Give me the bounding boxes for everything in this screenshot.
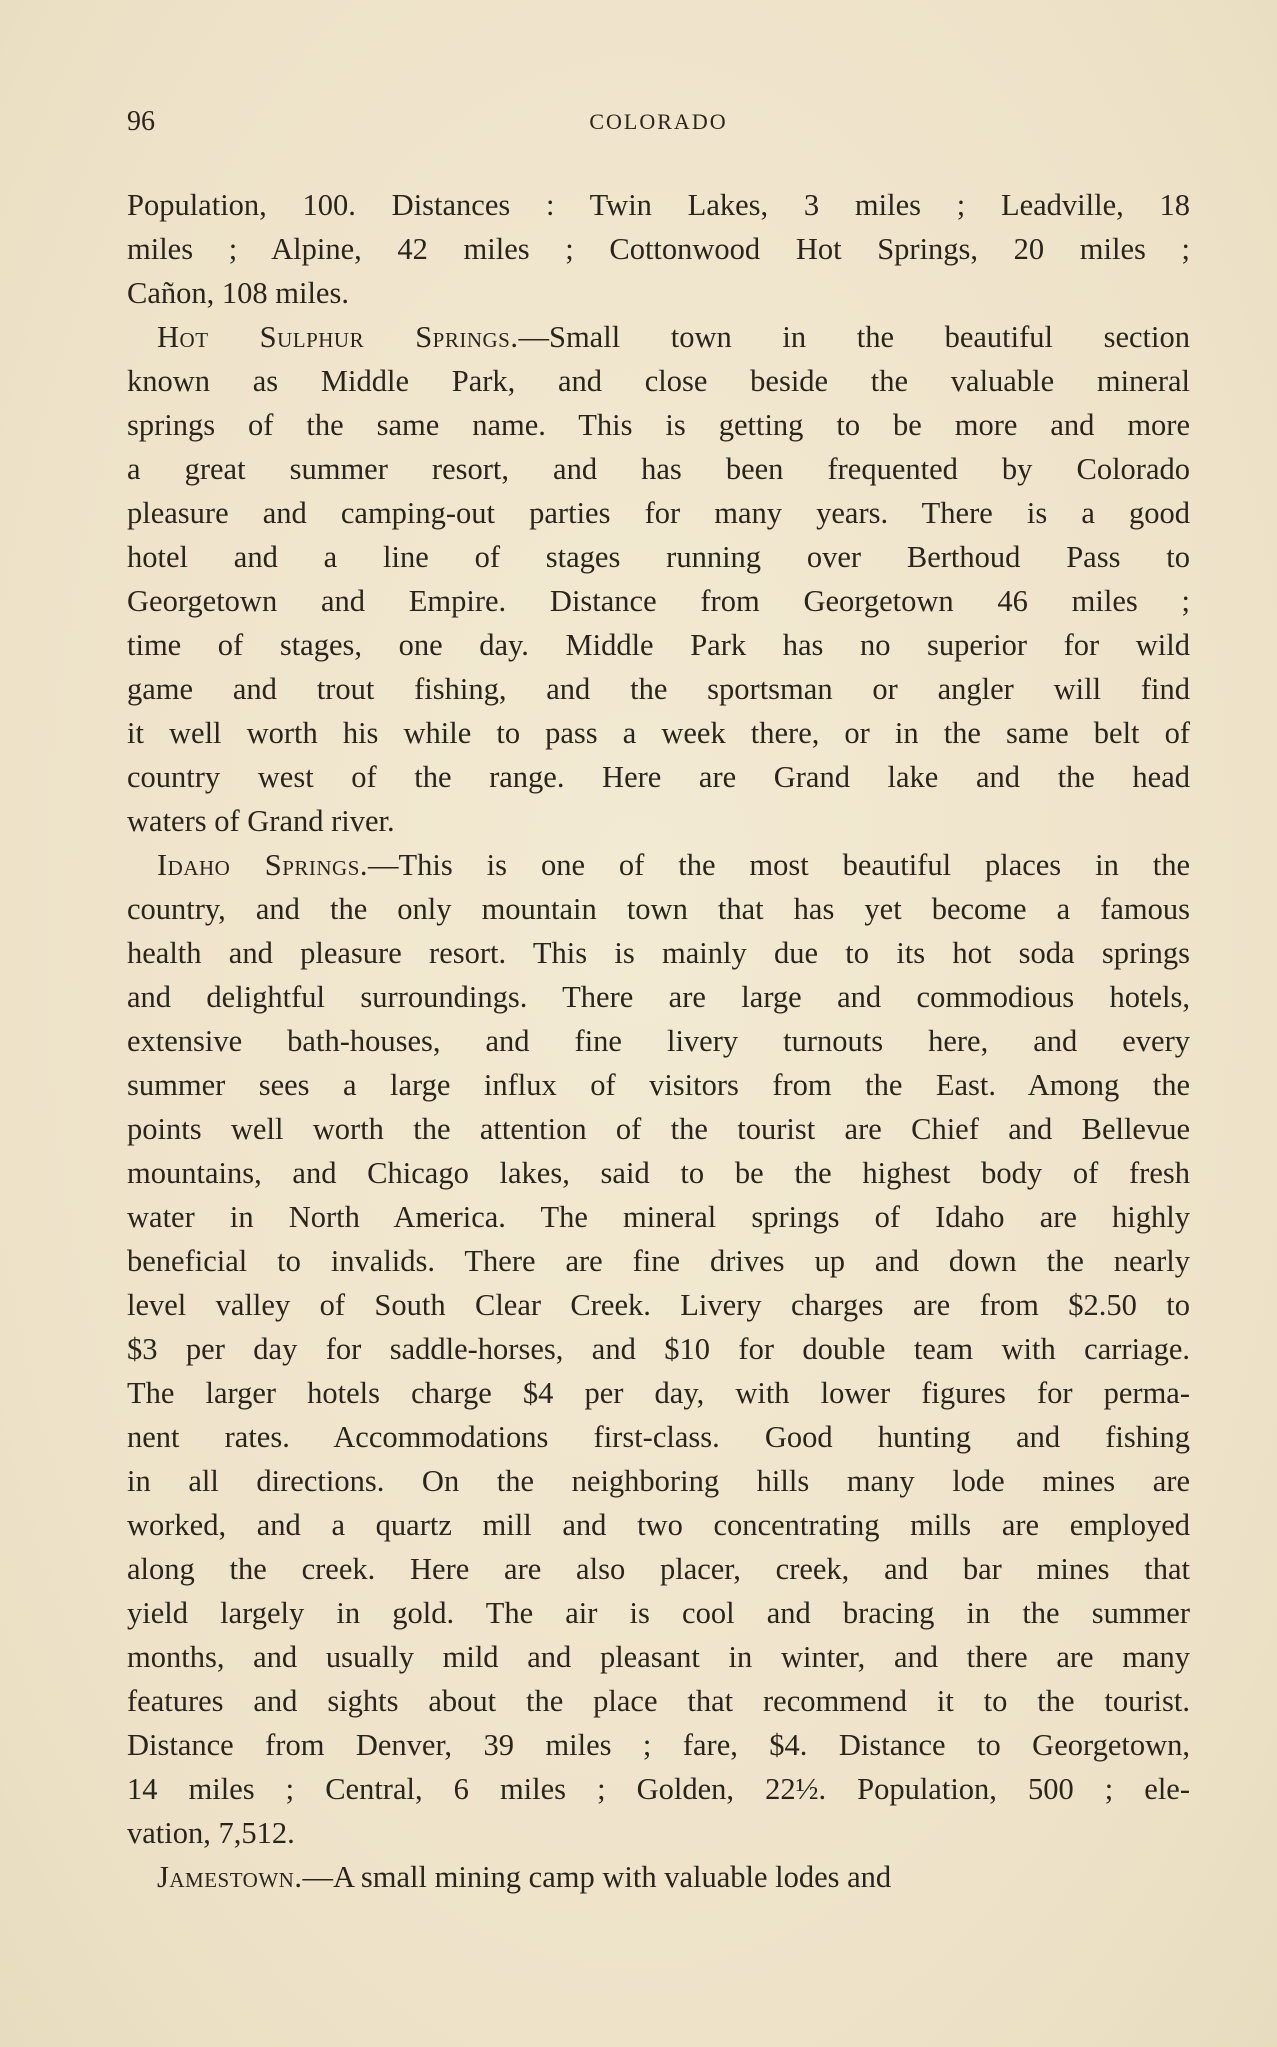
line-text: Georgetown and Empire. Distance from Georgetown 46 miles ;	[127, 584, 1190, 618]
text-line	[127, 1195, 1190, 1239]
text-line	[127, 271, 1190, 315]
text-line	[127, 1679, 1190, 1723]
text-line	[127, 755, 1190, 799]
section-heading: Jamestown.	[157, 1860, 303, 1894]
line-text: features and sights about the place that recommend it to the tourist.	[127, 1684, 1190, 1718]
text-line	[127, 1019, 1190, 1063]
text-line	[127, 1371, 1190, 1415]
text-line	[127, 1063, 1190, 1107]
text-line	[127, 1151, 1190, 1195]
text-line	[127, 1107, 1190, 1151]
text-line	[127, 315, 1190, 359]
line-text: Distance from Denver, 39 miles ; fare, $4. Distance to Georgetown,	[127, 1728, 1190, 1762]
text-line	[127, 1855, 1190, 1899]
text-line	[127, 1327, 1190, 1371]
line-text: Cañon, 108 miles.	[127, 276, 349, 310]
text-line	[127, 535, 1190, 579]
line-text: it well worth his while to pass a week there, or in the same belt of	[127, 716, 1190, 750]
text-line	[127, 711, 1190, 755]
section-heading: Idaho Springs.	[157, 848, 369, 882]
text-line	[127, 1635, 1190, 1679]
line-text: worked, and a quartz mill and two concentrating mills are employed	[127, 1508, 1190, 1542]
text-line	[127, 1239, 1190, 1283]
line-text: yield largely in gold. The air is cool and bracing in the summer	[127, 1596, 1190, 1630]
text-line	[127, 623, 1190, 667]
line-text: mountains, and Chicago lakes, said to be the highest body of fresh	[127, 1156, 1190, 1190]
line-text: Population, 100. Distances : Twin Lakes, 3 miles ; Leadville, 18	[127, 188, 1190, 222]
line-text: The larger hotels charge $4 per day, with lower figures for perma-	[127, 1376, 1190, 1410]
page-number: 96	[127, 106, 155, 137]
line-text: summer sees a large influx of visitors from the East. Among the	[127, 1068, 1190, 1102]
text-line	[127, 1415, 1190, 1459]
text-line	[127, 227, 1190, 271]
line-text: points well worth the attention of the tourist are Chief and Bellevue	[127, 1112, 1190, 1146]
text-line	[127, 1283, 1190, 1327]
text-line	[127, 447, 1190, 491]
line-text: vation, 7,512.	[127, 1816, 295, 1850]
line-text: country, and the only mountain town that has yet become a famous	[127, 892, 1190, 926]
line-text: and delightful surroundings. There are large and commodious hotels,	[127, 980, 1190, 1014]
text-line	[127, 931, 1190, 975]
line-text: known as Middle Park, and close beside the valuable mineral	[127, 364, 1190, 398]
line-text: extensive bath-houses, and fine livery turnouts here, and every	[127, 1024, 1190, 1058]
text-line	[127, 1723, 1190, 1767]
line-text: hotel and a line of stages running over Berthoud Pass to	[127, 540, 1190, 574]
text-line	[127, 183, 1190, 227]
text-line	[127, 579, 1190, 623]
text-line	[127, 1547, 1190, 1591]
line-text: country west of the range. Here are Grand lake and the head	[127, 760, 1190, 794]
text-line	[127, 1811, 1190, 1855]
text-line	[127, 843, 1190, 887]
body-text	[127, 183, 1190, 1899]
line-text: level valley of South Clear Creek. Livery charges are from $2.50 to	[127, 1288, 1190, 1322]
line-text: time of stages, one day. Middle Park has no superior for wild	[127, 628, 1190, 662]
line-text: a great summer resort, and has been frequented by Colorado	[127, 452, 1190, 486]
text-line	[127, 491, 1190, 535]
line-text: nent rates. Accommodations first-class. Good hunting and fishing	[127, 1420, 1190, 1454]
running-title: COLORADO	[589, 109, 728, 134]
line-text: water in North America. The mineral springs of Idaho are highly	[127, 1200, 1190, 1234]
running-head	[127, 102, 1190, 142]
line-text: —Small town in the beautiful section	[518, 320, 1190, 354]
text-line	[127, 799, 1190, 843]
section-heading: Hot Sulphur Springs.	[157, 320, 519, 354]
line-text: $3 per day for saddle-horses, and $10 for double team with carriage.	[127, 1332, 1190, 1366]
line-text: springs of the same name. This is getting to be more and more	[127, 408, 1190, 442]
line-text: miles ; Alpine, 42 miles ; Cottonwood Hot Springs, 20 miles ;	[127, 232, 1190, 266]
line-text: —A small mining camp with valuable lodes and	[302, 1860, 892, 1894]
text-line	[127, 1503, 1190, 1547]
line-text: along the creek. Here are also placer, creek, and bar mines that	[127, 1552, 1190, 1586]
text-line	[127, 1591, 1190, 1635]
line-text: waters of Grand river.	[127, 804, 395, 838]
text-line	[127, 1459, 1190, 1503]
text-line	[127, 1767, 1190, 1811]
line-text: months, and usually mild and pleasant in winter, and there are many	[127, 1640, 1190, 1674]
line-text: —This is one of the most beautiful places in the	[368, 848, 1190, 882]
line-text: game and trout fishing, and the sportsman or angler will find	[127, 672, 1190, 706]
line-text: pleasure and camping-out parties for many years. There is a good	[127, 496, 1190, 530]
line-text: health and pleasure resort. This is mainly due to its hot soda springs	[127, 936, 1190, 970]
text-line	[127, 667, 1190, 711]
text-line	[127, 887, 1190, 931]
text-line	[127, 975, 1190, 1019]
text-line	[127, 403, 1190, 447]
text-line	[127, 359, 1190, 403]
line-text: beneficial to invalids. There are fine drives up and down the nearly	[127, 1244, 1190, 1278]
line-text: in all directions. On the neighboring hills many lode mines are	[127, 1464, 1190, 1498]
line-text: 14 miles ; Central, 6 miles ; Golden, 22½. Population, 500 ; ele-	[127, 1772, 1190, 1806]
